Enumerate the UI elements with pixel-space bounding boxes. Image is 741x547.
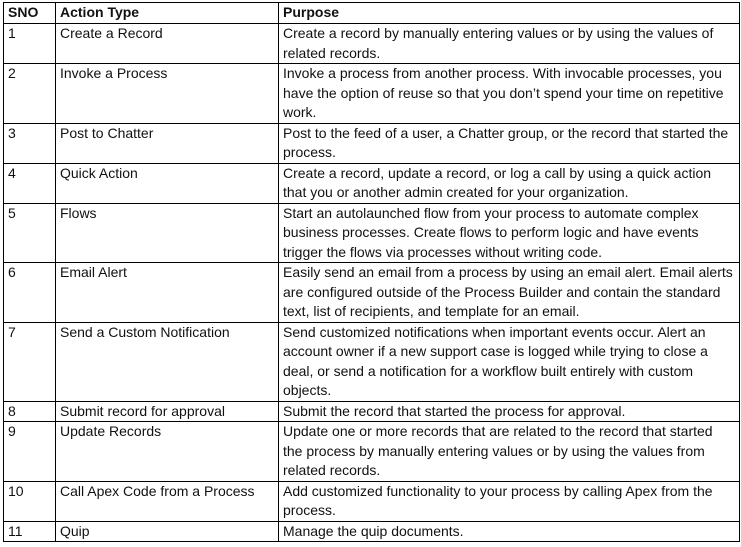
cell-purpose: Invoke a process from another process. With invocable processes, you have the option of reuse so that you don’t spend your time on repetitive work. <box>279 64 740 124</box>
cell-action-type: Quip <box>56 521 279 542</box>
cell-sno: 8 <box>4 401 56 422</box>
header-action-type: Action Type <box>56 3 279 24</box>
cell-sno: 11 <box>4 521 56 542</box>
cell-sno: 1 <box>4 24 56 64</box>
cell-action-type: Flows <box>56 203 279 263</box>
table-row <box>4 481 740 521</box>
table-row <box>4 163 740 203</box>
table-row <box>4 263 740 323</box>
table-row <box>4 422 740 482</box>
cell-sno: 2 <box>4 64 56 124</box>
cell-purpose: Update one or more records that are related to the record that started the process by manually entering values or by using the values from related records. <box>279 422 740 482</box>
cell-purpose: Send customized notifications when important events occur. Alert an account owner if a new support case is logged while trying to close a deal, or send a notification for a workflow built entirely with custom objects. <box>279 322 740 401</box>
table-row <box>4 322 740 401</box>
cell-purpose: Add customized functionality to your process by calling Apex from the process. <box>279 481 740 521</box>
cell-sno: 6 <box>4 263 56 323</box>
cell-action-type: Send a Custom Notification <box>56 322 279 401</box>
cell-sno: 10 <box>4 481 56 521</box>
cell-purpose: Post to the feed of a user, a Chatter group, or the record that started the process. <box>279 123 740 163</box>
cell-purpose: Create a record by manually entering values or by using the values of related records. <box>279 24 740 64</box>
actions-table <box>3 2 740 542</box>
cell-purpose: Create a record, update a record, or log a call by using a quick action that you or another admin created for your organization. <box>279 163 740 203</box>
cell-action-type: Post to Chatter <box>56 123 279 163</box>
table-row <box>4 203 740 263</box>
cell-action-type: Update Records <box>56 422 279 482</box>
header-row <box>4 3 740 24</box>
table-row <box>4 401 740 422</box>
cell-action-type: Invoke a Process <box>56 64 279 124</box>
cell-purpose: Start an autolaunched flow from your process to automate complex business processes. Create flows to perform logic and have events trigger the flows via processes without writing code. <box>279 203 740 263</box>
cell-purpose: Easily send an email from a process by using an email alert. Email alerts are configured outside of the Process Builder and contain the standard text, list of recipients, and template for an email. <box>279 263 740 323</box>
cell-purpose: Manage the quip documents. <box>279 521 740 542</box>
cell-sno: 7 <box>4 322 56 401</box>
header-purpose: Purpose <box>279 3 740 24</box>
cell-purpose: Submit the record that started the process for approval. <box>279 401 740 422</box>
header-sno: SNO <box>4 3 56 24</box>
table-row <box>4 24 740 64</box>
table-row <box>4 521 740 542</box>
cell-sno: 3 <box>4 123 56 163</box>
cell-action-type: Create a Record <box>56 24 279 64</box>
cell-sno: 5 <box>4 203 56 263</box>
table-row <box>4 64 740 124</box>
cell-action-type: Quick Action <box>56 163 279 203</box>
cell-sno: 4 <box>4 163 56 203</box>
cell-action-type: Submit record for approval <box>56 401 279 422</box>
cell-action-type: Call Apex Code from a Process <box>56 481 279 521</box>
table-row <box>4 123 740 163</box>
cell-sno: 9 <box>4 422 56 482</box>
cell-action-type: Email Alert <box>56 263 279 323</box>
